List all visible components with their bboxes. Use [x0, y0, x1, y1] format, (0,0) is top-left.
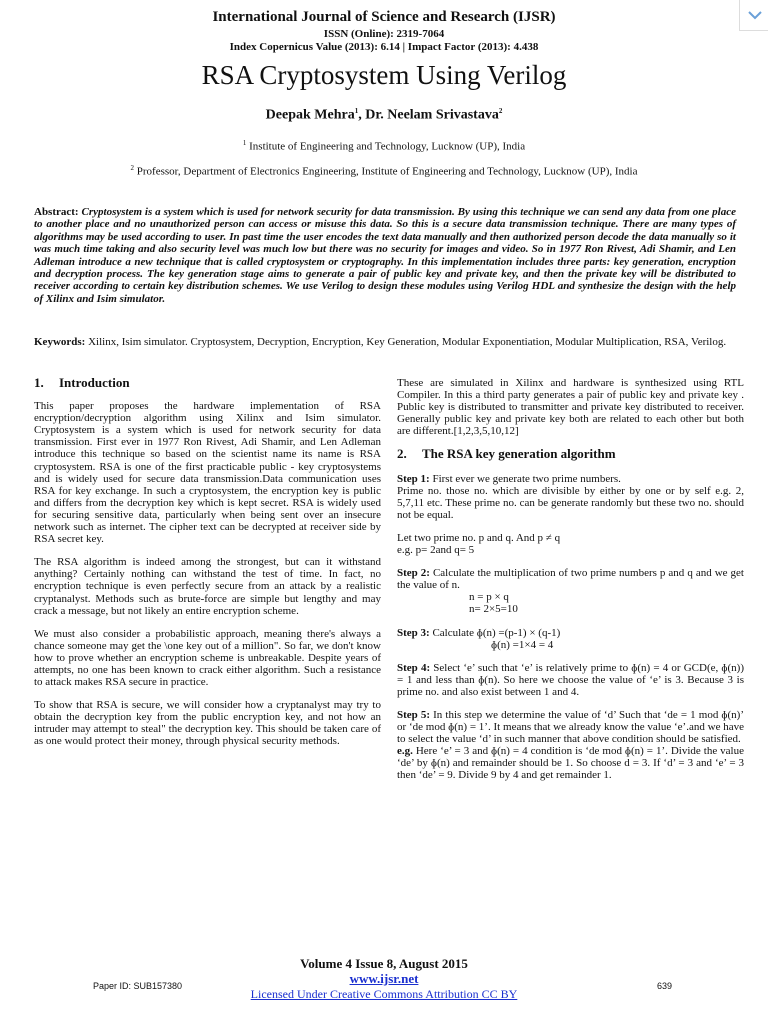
step-2-eq-2: n= 2×5=10 — [469, 603, 518, 616]
section-2-number: 2. — [397, 446, 407, 462]
let-line-2: e.g. p= 2and q= 5 — [397, 544, 475, 557]
intro-paragraph-4: To show that RSA is secure, we will consider how a cryptanalyst may try to obtain the decryption key from the public encryption key, and not how an intruder may attempt to steal" the decryption key. This should be taken care of as one would protect their money, through physical security methods. — [34, 699, 381, 748]
let-lines — [397, 532, 744, 556]
affiliation-1-text: Institute of Engineering and Technology, Lucknow (UP), India — [246, 140, 526, 153]
intro-paragraph-3: We must also consider a probabilistic approach, meaning there's always a chance someone may get the \one key out of a million". So far, we don't know how to prove whether an encryption scheme is unbreakable. Despite years of attempts, no one has been known to crack either algorithm. Such a resistance to attack makes RSA secure in practice. — [34, 627, 381, 689]
issn: ISSN (Online): 2319-7064 — [323, 28, 445, 40]
affiliation-2 — [0, 164, 768, 178]
author-sep: , — [358, 107, 366, 123]
author-2: Dr. Neelam Srivastava — [365, 107, 499, 123]
step-2 — [397, 567, 744, 591]
affiliation-1 — [0, 139, 768, 153]
abstract-label: Abstract: — [34, 206, 82, 218]
index-copernicus: Index Copernicus Value (2013): 6.14 | Impact Factor (2013): 4.438 — [229, 41, 539, 53]
section-2-title: The RSA key generation algorithm — [422, 446, 616, 462]
step-2-text: Calculate the multiplication of two prime numbers p and q and we get the value of n. — [397, 567, 744, 592]
let-line-1: Let two prime no. p and q. And p ≠ q — [397, 531, 561, 544]
affiliation-2-sup: 2 — [130, 164, 135, 172]
right-column — [397, 377, 744, 793]
keywords-text: Xilinx, Isim simulator. Cryptosystem, Decryption, Encryption, Key Generation, Modular Exponentiation, Modular Multiplication, RSA, Verilog. — [88, 336, 727, 348]
step-1-text: First ever we generate two prime numbers. — [429, 472, 621, 485]
keywords — [34, 336, 736, 348]
abstract-text: Cryptosystem is a system which is used for network security for data transmission. By using this technique we can send any data from one place to another place and no unauthorized person can access or misuse this data. So this is a secure data transmission technique. There are many types of algorithms may be used according to user. In past time the user encodes the text data manually and then authorized person decode the data manually so it was much time taking and also security level was much low but there was no security for images and video. So in 1977 Ron Rivest, Adi Shamir, and Len Adleman introduce a new technique that is called cryptosystem or cryptography. In this implementation includes three parts: key generation, encryption and decryption process. The key generation stage aims to generate a pair of public key and private key, and then the private key will be distributed to receiver according to certain key distribution schemes. We use Verilog to design these modules using Verilog HDL and synthesize the design with the help of Xilinx and Isim simulator. — [34, 206, 736, 305]
step-4-text: Select ‘e’ such that ‘e’ is relatively prime to ɸ(n) = 4 or GCD(e, ɸ(n)) = 1 and less than ɸ(n). So here we choose the value of ‘e’ is 3. Because 3 is prime no. and also exist between 1 and 4. — [397, 661, 744, 698]
step-4 — [397, 662, 744, 698]
section-1-heading — [34, 377, 381, 389]
example-text: Here ‘e’ = 3 and ɸ(n) = 4 condition is ‘de mod ɸ(n) = 1’. Divide the value ‘de’ by ɸ(n) and remainder should be 1. So choose d = 3. If ‘d’ = 3 and ‘e’ = 3 then ‘de’ = 9. Divide 9 by 4 and get remainder 1. — [397, 745, 744, 782]
step-3 — [397, 627, 744, 639]
journal-name: International Journal of Science and Research (IJSR) — [212, 9, 556, 25]
author-1-sup: 1 — [354, 107, 359, 115]
section-2-heading — [397, 448, 744, 460]
step-1-text-2: Prime no. those no. which are divisible by either by one or by self e.g. 2, 5,7,11 etc. These prime no. can be generate randomly but these two no. should not be equal. — [397, 484, 744, 521]
affiliation-1-sup: 1 — [242, 139, 247, 147]
step-5-label: Step 5: — [397, 708, 431, 721]
right-paragraph-0: These are simulated in Xilinx and hardware is synthesized using RTL Compiler. In this a third party generates a pair of public key and private key . Public key is distributed to transmitter and private key distributed to receiver. Generally public key and private key both are related to each other but both are different.[1,2,3,5,10,12] — [397, 377, 744, 438]
author-2-sup: 2 — [498, 107, 503, 115]
step-5-text: In this step we determine the value of ‘d’ Such that ‘de = 1 mod ɸ(n)’ or ‘de mod ɸ(n) = 1’. It means that we already know the value ‘e’.and we have to select the value ‘d’ in such manner that above condition should be satisfied. — [397, 708, 744, 746]
keywords-label: Keywords: — [34, 336, 89, 348]
paper-title: RSA Cryptosystem Using Verilog — [201, 60, 567, 90]
example-label: e.g. — [397, 745, 413, 758]
step-1 — [397, 473, 744, 521]
author-1: Deepak Mehra — [265, 107, 355, 123]
step-2-eq-1: n = p × q — [469, 591, 509, 604]
intro-paragraph-2: The RSA algorithm is indeed among the strongest, but can it withstand anything? Certainly nothing can withstand the test of time. In fact, no encryption technique is even perfectly secure from an attack by a realistic cryptanalyst. Methods such as brute-force are simple but lengthy and may crack a message, but not likely an entire encryption scheme. — [34, 556, 381, 617]
paper-id: Paper ID: SUB157380 — [93, 981, 183, 991]
affiliation-2-text: Professor, Department of Electronics Engineering, Institute of Engineering and Technology, Lucknow (UP), India — [134, 165, 638, 178]
step-3-text: Calculate ɸ(n) =(p-1) × (q-1) — [429, 626, 561, 639]
left-column — [34, 377, 381, 759]
authors — [0, 107, 768, 124]
step-2-label: Step 2: — [397, 567, 430, 580]
footer-volume: Volume 4 Issue 8, August 2015 — [300, 956, 468, 971]
footer-website-link[interactable]: www.ijsr.net — [349, 971, 419, 986]
section-1-title: Introduction — [59, 375, 130, 390]
intro-paragraph-1: This paper proposes the hardware implementation of RSA encryption/decryption algorithm using Xilinx and Isim simulator. Cryptosystem is a system which is used for network security for data transmission. First ever in 1977 Ron Rivest, Adi Shamir, and Len Adleman introduce this technique so based on the scientist name its name is RSA cryptosystem. RSA is one of the first practicable public - key cryptosystems and is widely used for secure data transmission.Data communication uses RSA for key exchange. In such a cryptosystem, the encryption key is public and differs from the decryption key which is kept secret. RSA is widely used for securing sensitive data, particularly when being sent over an insecure network such as internet. The cipher text can be decrypted at receiver side by RSA secret key. — [34, 400, 381, 546]
step-3-eq: ɸ(n) =1×4 = 4 — [491, 638, 554, 651]
page-number: 639 — [657, 981, 673, 991]
footer-license-link[interactable]: Licensed Under Creative Commons Attribution CC BY — [250, 987, 518, 1001]
section-1-number: 1. — [34, 375, 44, 390]
step-3-label: Step 3: — [397, 626, 430, 639]
step-5 — [397, 709, 744, 745]
step-4-label: Step 4: — [397, 661, 431, 674]
example — [397, 745, 744, 781]
abstract — [34, 206, 736, 305]
step-1-label: Step 1: — [397, 472, 430, 485]
